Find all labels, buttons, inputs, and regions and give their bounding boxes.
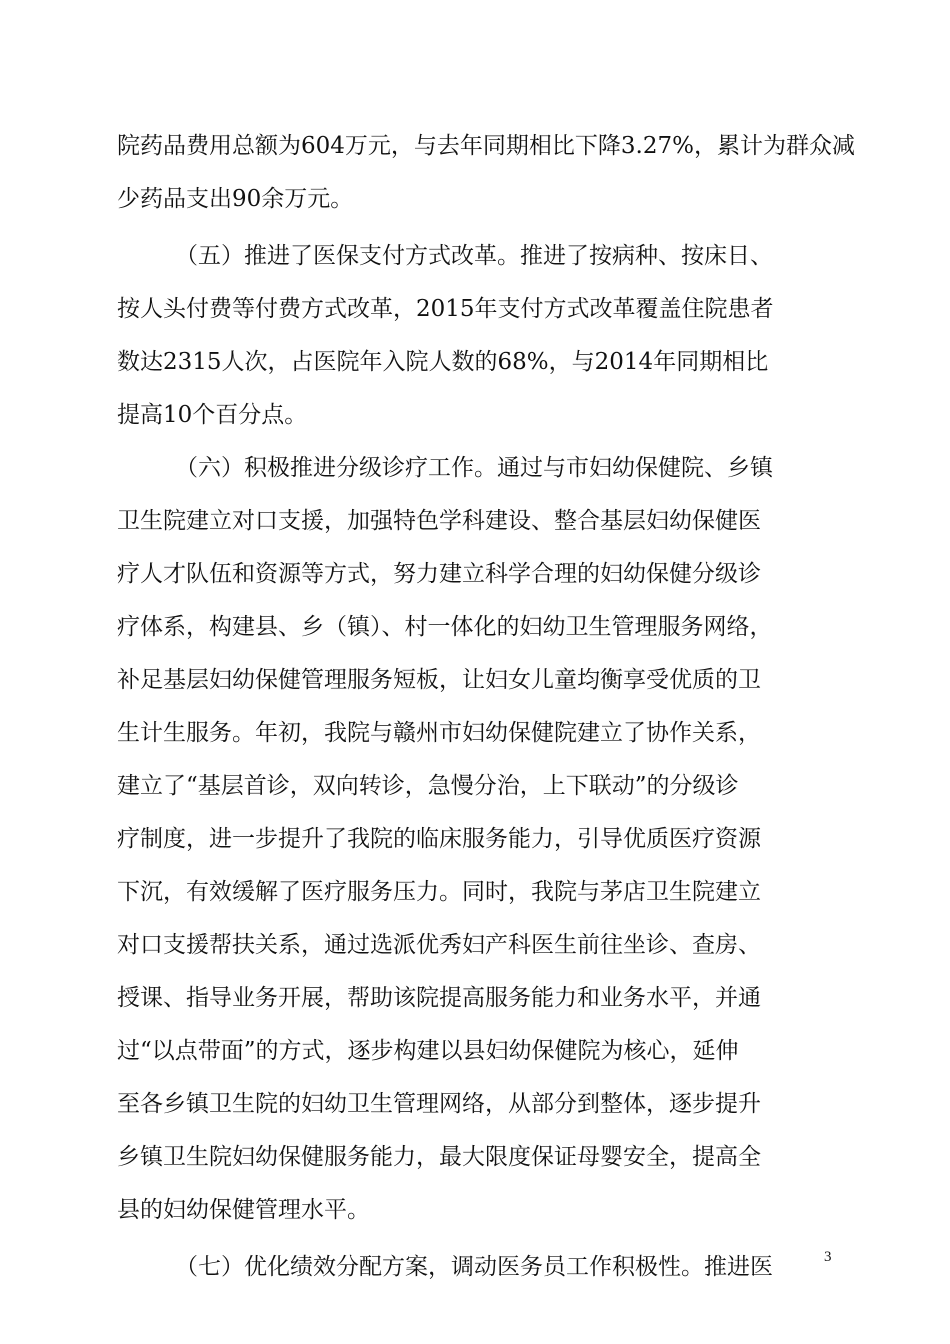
- text-line: 乡镇卫生院妇幼保健服务能力，最大限度保证母婴安全，提高全: [117, 1144, 761, 1170]
- text-line: 疗人才队伍和资源等方式，努力建立科学合理的妇幼保健分级诊: [117, 561, 761, 587]
- text-line: 至各乡镇卫生院的妇幼卫生管理网络，从部分到整体，逐步提升: [117, 1091, 761, 1117]
- text-line: 补足基层妇幼保健管理服务短板，让妇女儿童均衡享受优质的卫: [117, 667, 761, 693]
- text-line: 县的妇幼保健管理水平。: [117, 1197, 370, 1223]
- text-line: 建立了“基层首诊，双向转诊，急慢分治，上下联动”的分级诊: [117, 773, 739, 799]
- text-line: 对口支援帮扶关系，通过选派优秀妇产科医生前往坐诊、查房、: [117, 932, 761, 958]
- text-line: 过“以点带面”的方式，逐步构建以县妇幼保健院为核心，延伸: [117, 1038, 739, 1064]
- paragraph-heading-line: （七）优化绩效分配方案，调动医务员工作积极性。推进医: [175, 1254, 773, 1280]
- paragraph-heading-line: （五）推进了医保支付方式改革。推进了按病种、按床日、: [175, 243, 773, 269]
- text-line: 提高10个百分点。: [117, 402, 308, 428]
- paragraph-heading-line: （六）积极推进分级诊疗工作。通过与市妇幼保健院、乡镇: [175, 455, 773, 481]
- text-line: 疗体系，构建县、乡（镇）、村一体化的妇幼卫生管理服务网络，: [117, 614, 773, 640]
- text-line: 按人头付费等付费方式改革，2015年支付方式改革覆盖住院患者: [117, 296, 774, 322]
- text-line: 少药品支出90余万元。: [117, 186, 354, 212]
- text-line: 下沉，有效缓解了医疗服务压力。同时，我院与茅店卫生院建立: [117, 879, 761, 905]
- text-line: 数达2315人次，占医院年入院人数的68%，与2014年同期相比: [117, 349, 769, 375]
- page-number: 3: [824, 1249, 832, 1265]
- text-line: 卫生院建立对口支援，加强特色学科建设、整合基层妇幼保健医: [117, 508, 761, 534]
- text-line: 疗制度，进一步提升了我院的临床服务能力，引导优质医疗资源: [117, 826, 761, 852]
- text-line: 院药品费用总额为604万元，与去年同期相比下降3.27%，累计为群众减: [117, 133, 855, 159]
- text-line: 生计生服务。年初，我院与赣州市妇幼保健院建立了协作关系，: [117, 720, 761, 746]
- text-line: 授课、指导业务开展，帮助该院提高服务能力和业务水平，并通: [117, 985, 761, 1011]
